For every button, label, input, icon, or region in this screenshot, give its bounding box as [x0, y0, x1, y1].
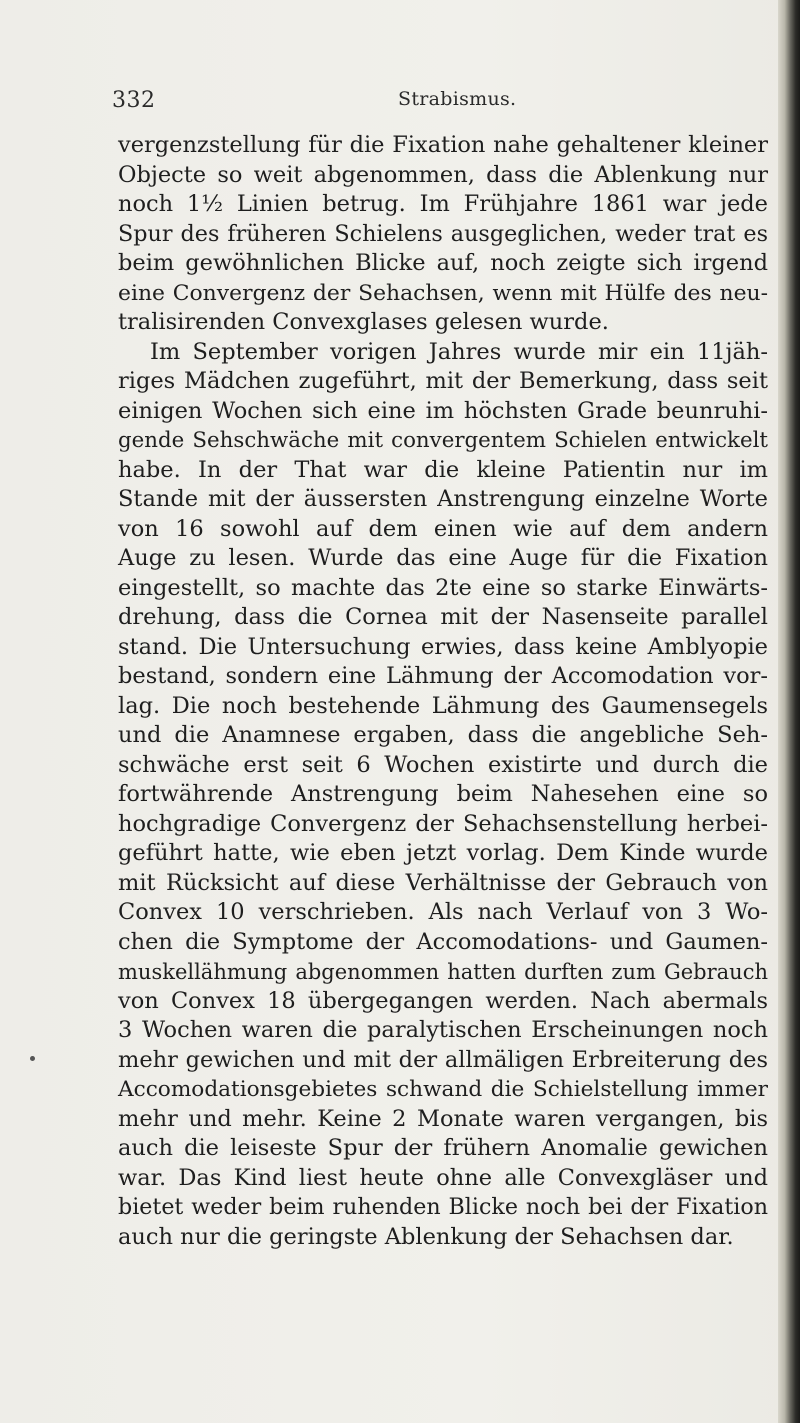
text-line: Auge zu lesen. Wurde das eine Auge für die Fixation [118, 545, 768, 571]
text-line: mehr und mehr. Keine 2 Monate waren vergangen, bis [118, 1105, 768, 1132]
text-line: riges Mädchen zugeführt, mit der Bemerkung, dass seit [118, 368, 768, 394]
text-line: schwäche erst seit 6 Wochen existirte und durch die [118, 751, 768, 778]
text-line: fortwährende Anstrengung beim Nahesehen eine so [118, 781, 768, 807]
text-line: muskellähmung abgenommen hatten durften zum Gebrauch [118, 959, 768, 984]
running-title: Strabismus. [398, 88, 517, 110]
text-line: drehung, dass die Cornea mit der Nasenseite parallel [118, 604, 768, 630]
text-line: 3 Wochen waren die paralytischen Erscheinungen noch [118, 1017, 768, 1043]
text-line: vergenzstellung für die Fixation nahe gehaltener kleiner [118, 132, 768, 158]
text-line: noch 1½ Linien betrug. Im Frühjahre 1861 war jede [118, 191, 768, 217]
running-head [112, 88, 752, 118]
text-line: bietet weder beim ruhenden Blicke noch bei der Fixation [118, 1194, 768, 1220]
text-line: auch die leiseste Spur der frühern Anomalie gewichen [118, 1135, 768, 1161]
page-binding-edge [778, 0, 800, 1423]
text-line: Accomodationsgebietes schwand die Schielstellung immer [118, 1077, 768, 1102]
text-line: eine Convergenz der Sehachsen, wenn mit Hülfe des neu- [118, 280, 768, 306]
text-line: Objecte so weit abgenommen, dass die Ablenkung nur [118, 161, 768, 188]
text-line: beim gewöhnlichen Blicke auf, noch zeigte sich irgend [118, 250, 768, 276]
text-line: Spur des früheren Schielens ausgeglichen, weder trat es [118, 220, 768, 247]
text-line: habe. In der That war die kleine Patientin nur im [118, 456, 768, 483]
page-number: 332 [112, 88, 156, 113]
text-line: bestand, sondern eine Lähmung der Accomodation vor- [118, 663, 768, 689]
text-line: mehr gewichen und mit der allmäligen Erbreiterung des [118, 1046, 768, 1073]
body-text [118, 131, 768, 1252]
text-line: geführt hatte, wie eben jetzt vorlag. Dem Kinde wurde [118, 840, 768, 866]
text-line: chen die Symptome der Accomodations- und Gaumen- [118, 928, 768, 955]
text-line: war. Das Kind liest heute ohne alle Convexgläser und [118, 1164, 768, 1191]
text-line: einigen Wochen sich eine im höchsten Grade beunruhi- [118, 397, 768, 424]
text-line: gende Sehschwäche mit convergentem Schielen entwickelt [118, 428, 768, 453]
text-line: eingestellt, so machte das 2te eine so starke Einwärts- [118, 574, 768, 601]
text-line: stand. Die Untersuchung erwies, dass keine Amblyopie [118, 633, 768, 660]
text-line: von Convex 18 übergegangen werden. Nach abermals [118, 987, 768, 1014]
text-line: von 16 sowohl auf dem einen wie auf dem andern [118, 515, 768, 542]
text-line: Convex 10 verschrieben. Als nach Verlauf von 3 Wo- [118, 899, 768, 925]
text-line: hochgradige Convergenz der Sehachsenstellung herbei- [118, 810, 768, 837]
text-line: mit Rücksicht auf diese Verhältnisse der Gebrauch von [118, 869, 768, 896]
text-line: Stande mit der äussersten Anstrengung einzelne Worte [118, 486, 768, 512]
text-line: lag. Die noch bestehende Lähmung des Gaumensegels [118, 692, 768, 719]
text-line: und die Anamnese ergaben, dass die angebliche Seh- [118, 722, 768, 748]
text-line: tralisirenden Convexglases gelesen wurde. [118, 309, 609, 335]
text-line: auch nur die geringste Ablenkung der Sehachsen dar. [118, 1223, 734, 1250]
margin-speck [30, 1056, 35, 1061]
paragraph-start-line: Im September vorigen Jahres wurde mir ein 11jäh- [150, 338, 768, 365]
